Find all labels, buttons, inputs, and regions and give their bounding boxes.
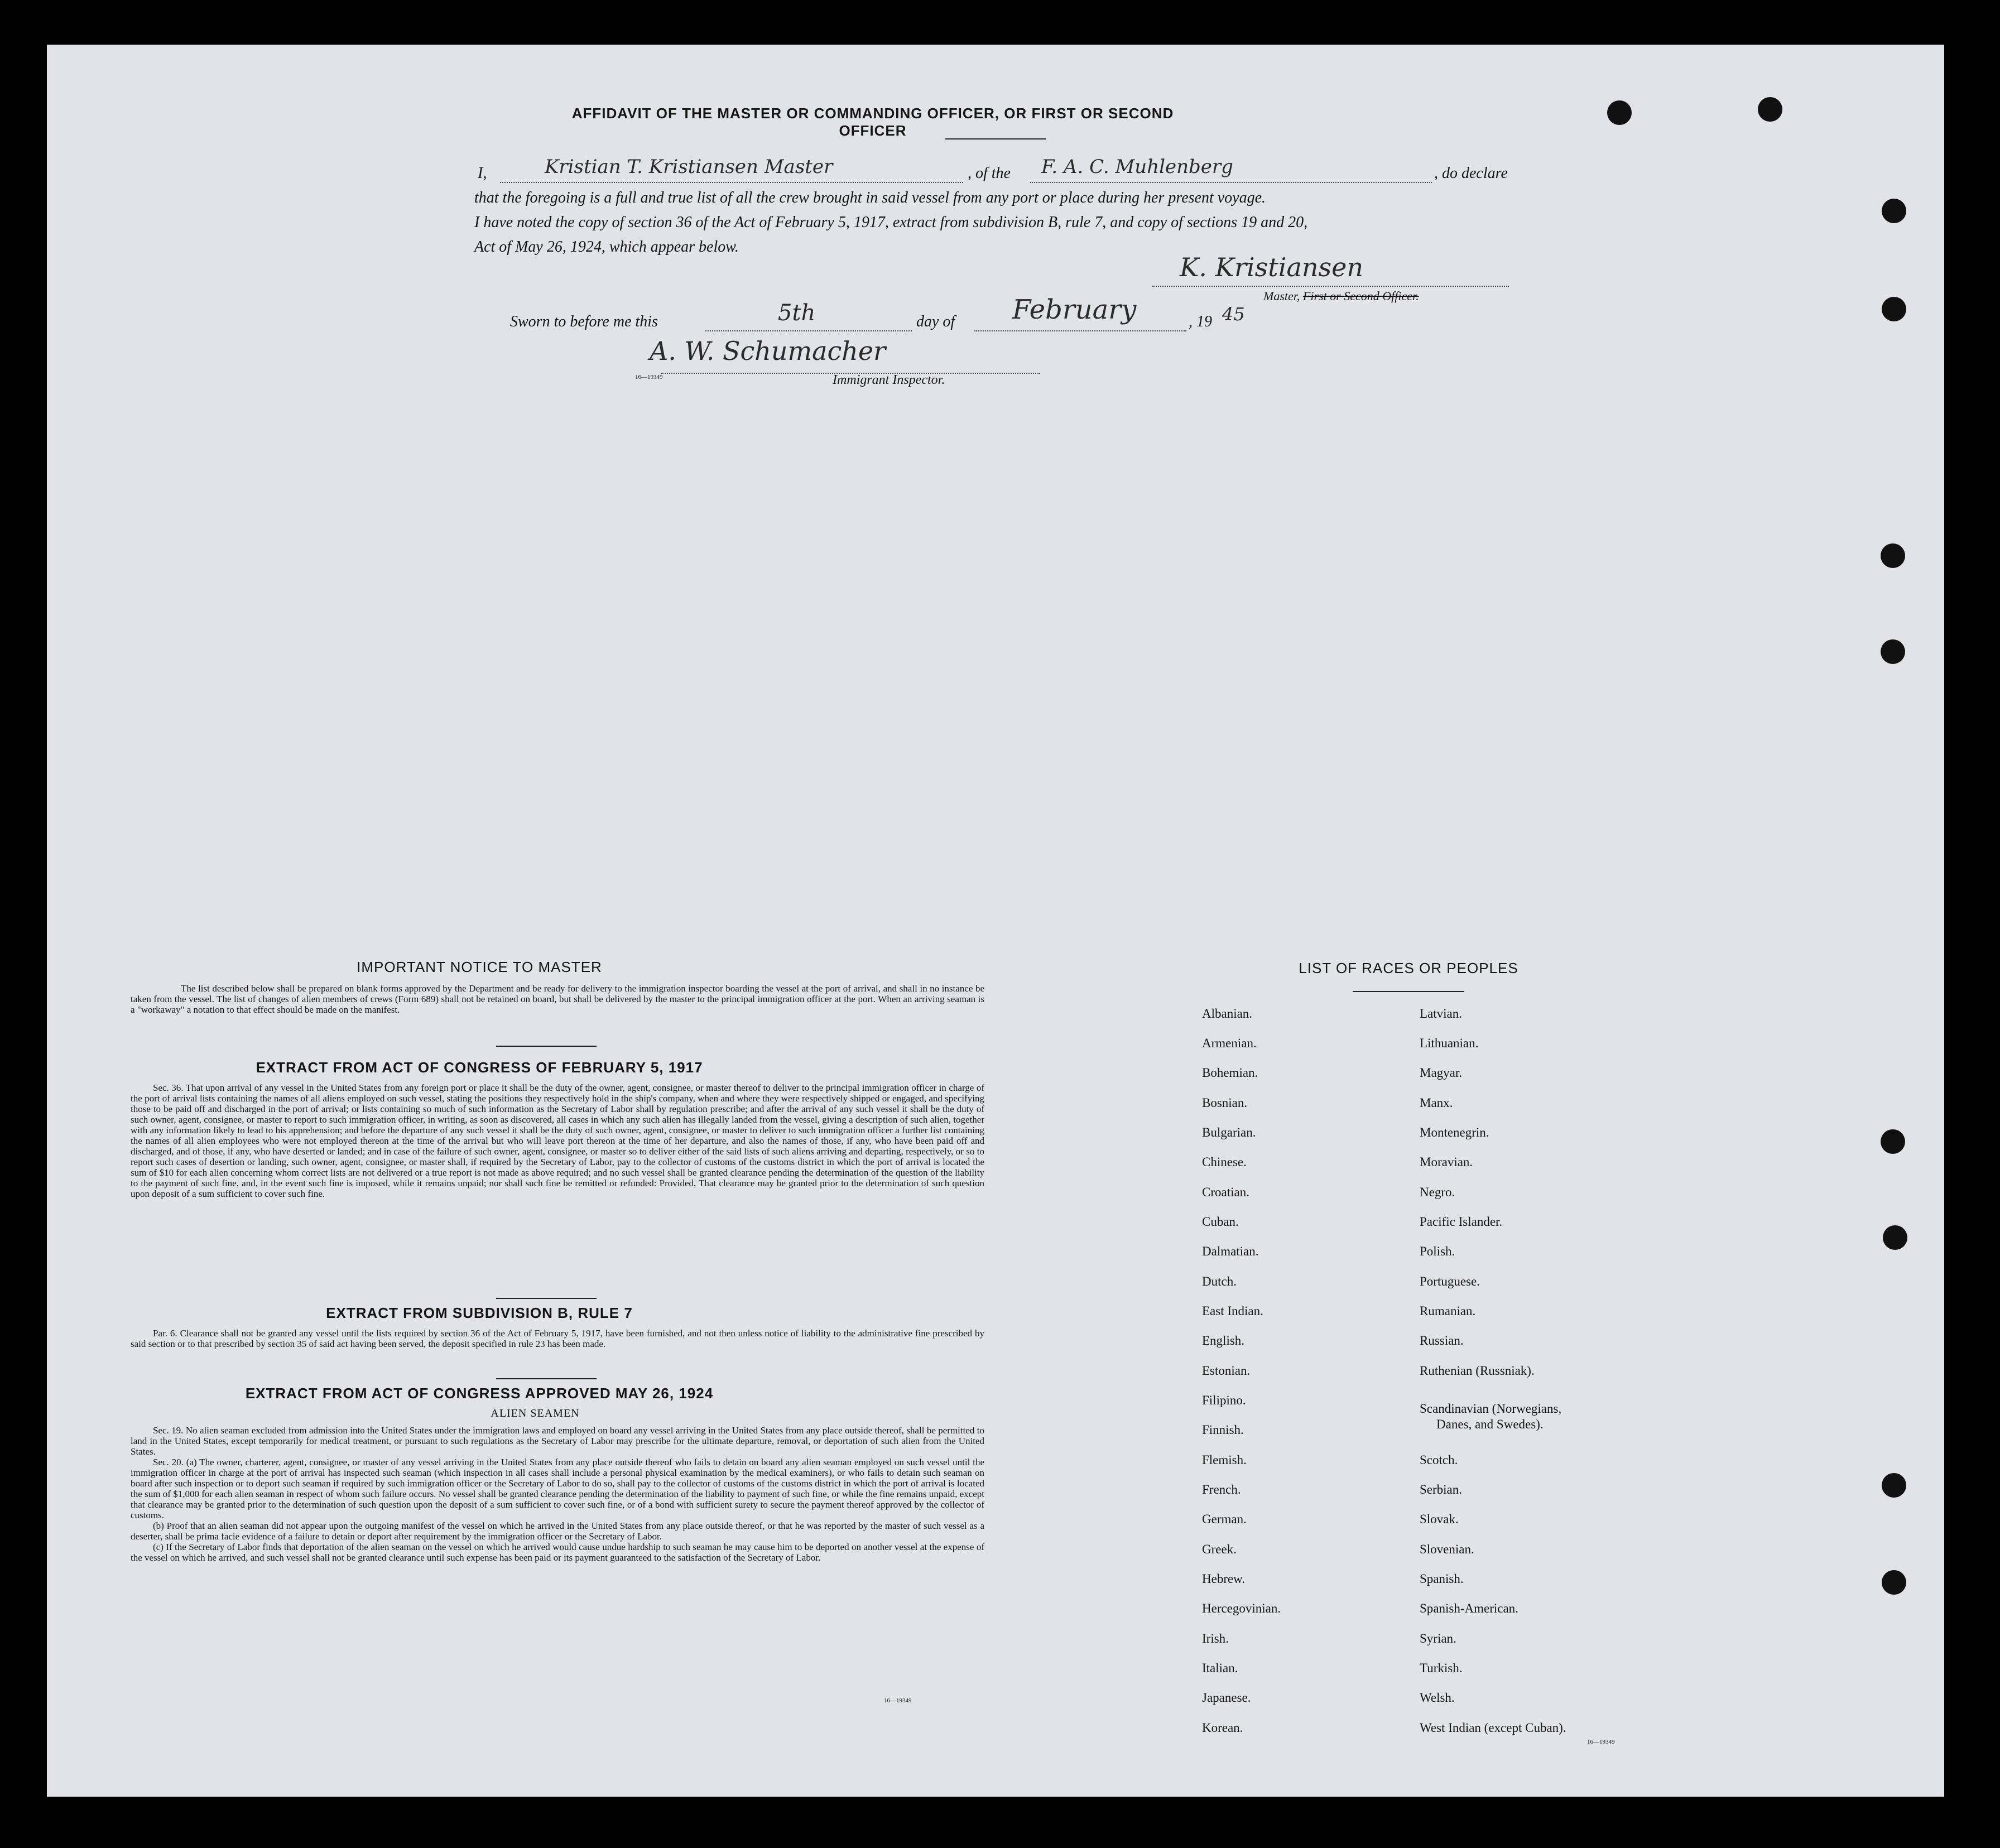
master-role-label: [1263, 289, 1419, 304]
race-item: Korean.: [1202, 1721, 1243, 1735]
punch-hole: [1882, 199, 1906, 223]
races-title: LIST OF RACES OR PEOPLES: [1299, 960, 1518, 976]
race-item: Croatian.: [1202, 1185, 1249, 1199]
extract-1917-text: Sec. 36. That upon arrival of any vessel in the United States from any foreign port or place it shall be the duty of the owner, agent, consignee, or master thereof to deliver to the principal immigration officer in charge of the port of arrival lists containing the names of all aliens employed on such vessel, stating the positions they respectively hold in the ship's company, when and where they were respectively shipped or engaged, and specifying those to be paid off and discharged in the port of arrival; or lists containing so much of such information as the Secretary of Labor shall by regulation prescribe; and after the arrival of any such vessel it shall be the duty of such owner, agent, consignee, or master to report to such immigration officer, in writing, as soon as discovered, all cases in which any such alien has illegally landed from the vessel, giving a description of such alien, together with any information likely to lead to his apprehension; and before the departure of any such vessel it shall be the duty of such owner, agent, consignee, or master to deliver to such immigration officer a further list containing the names of all alien employees who were not employed thereon at the time of the arrival but who will leave port thereon at the time of her departure, and also the names of those, if any, who have been paid off and discharged, and of those, if any, who have deserted or landed; and in case of the failure of such owner, agent, consignee, or master so to deliver either of the said lists of such aliens arriving and departing, respectively, or so to report such cases of desertion or landing, such owner, agent, consignee, or master shall, if required by the Secretary of Labor, pay to the collector of customs of the customs district in which the port of arrival is located the sum of $10 for each alien concerning whom correct lists are not delivered or a true report is not made as above required; and no such vessel shall be granted clearance pending the determination of the question of the liability to the payment of such fine, and, in the event such fine is imposed, while it remains unpaid; nor shall such fine be remitted or refunded: Provided, That clearance may be granted prior to the determination of such question upon deposit of a sum sufficient to cover such fine.: [131, 1082, 984, 1199]
sec20a-text: Sec. 20. (a) The owner, charterer, agent, consignee, or master of any vessel arriving in the United States from any place outside thereof who fails to detain on board any alien seaman employed on such vessel until the immigration officer in charge at the port of arrival has inspected such seaman (which inspection in all cases shall include a personal physical examination by the medical examiners), or who fails to detain such seaman on board after such inspection or to deport such seaman if required by such immigration officer or the Secretary of Labor to do so, shall pay to the collector of customs of the customs district in which the port of arrival is located the sum of $1,000 for each alien seaman in respect of whom such failure occurs. No vessel shall be granted clearance pending the determination of the liability to payment of such fine, or while the fine remains unpaid, except that clearance may be granted prior to the determination of such question upon the deposit of a sum sufficient to cover such fine, or of a bond with sufficient surety to secure the payment thereof approved by the collector of customs.: [131, 1457, 984, 1520]
extract-1924-subtitle: ALIEN SEAMEN: [491, 1407, 580, 1419]
notice-title: IMPORTANT NOTICE TO MASTER: [357, 959, 602, 975]
punch-hole: [1883, 1225, 1907, 1250]
affidavit-line1: [478, 156, 1571, 185]
race-item: Scandinavian (Norwegians,: [1420, 1402, 1562, 1416]
punch-hole: [1882, 1570, 1906, 1595]
form-number-races: 16—19349: [1587, 1739, 1615, 1745]
races-rule: [1353, 991, 1464, 992]
punch-hole: [1882, 1473, 1906, 1498]
race-item: Scotch.: [1420, 1453, 1458, 1467]
race-item: French.: [1202, 1483, 1241, 1496]
race-item: Filipino.: [1202, 1393, 1246, 1407]
race-item: Flemish.: [1202, 1453, 1247, 1467]
race-item: Spanish-American.: [1420, 1601, 1518, 1615]
sworn-month-handwriting: February: [1012, 294, 1137, 325]
form-number-bottom: 16—19349: [884, 1697, 912, 1704]
notice-rule: [496, 1046, 597, 1047]
race-item: Slovenian.: [1420, 1542, 1474, 1556]
race-item: Chinese.: [1202, 1155, 1247, 1169]
day-of-label: day of: [916, 313, 955, 330]
punch-hole: [1881, 543, 1905, 568]
role-master: Master,: [1263, 289, 1300, 303]
race-item: West Indian (except Cuban).: [1420, 1721, 1566, 1735]
race-item: Welsh.: [1420, 1691, 1455, 1705]
vessel-name-handwriting: F. A. C. Muhlenberg: [1041, 156, 1233, 178]
sworn-day-handwriting: 5th: [778, 300, 816, 326]
sec19-text: Sec. 19. No alien seaman excluded from admission into the United States under the immigration laws and employed on board any vessel arriving in the United States from any place outside thereof, shall be permitted to land in the United States, except temporarily for medical treatment, or pursuant to such regulations as the Secretary of Labor may prescribe for the ultimate departure, removal, or deportation of such alien from the United States.: [131, 1425, 984, 1457]
role-struck: First or Second Officer.: [1302, 289, 1419, 303]
race-item: Polish.: [1420, 1244, 1455, 1258]
race-item: Bulgarian.: [1202, 1125, 1256, 1139]
race-item: Ruthenian (Russniak).: [1420, 1364, 1535, 1378]
race-item: Albanian.: [1202, 1007, 1253, 1021]
affidavit-line2: that the foregoing is a full and true list of all the crew brought in said vessel from any port or place during her present voyage.: [474, 189, 1266, 206]
inspector-signature: A. W. Schumacher: [650, 336, 886, 366]
extract-1917-rule: [496, 1298, 597, 1299]
race-item: Latvian.: [1420, 1007, 1462, 1021]
race-item: Slovak.: [1420, 1512, 1459, 1526]
extract-1917-title: EXTRACT FROM ACT OF CONGRESS OF FEBRUARY 5, 1917: [256, 1059, 703, 1076]
notice-text: The list described below shall be prepared on blank forms approved by the Department and be ready for delivery to the immigration inspector boarding the vessel at the port of arrival, and shall in no instance be taken from the vessel. The list of changes of alien members of crews (Form 689) shall not be retained on board, but shall be delivered by the master to the principal immigration officer at the port. When an arriving seaman is a "workaway" a notation to that effect should be made on the manifest.: [131, 983, 984, 1015]
punch-hole: [1881, 1129, 1905, 1154]
affidavit-line4: Act of May 26, 1924, which appear below.: [474, 238, 739, 256]
race-item: Finnish.: [1202, 1423, 1244, 1437]
race-item: Portuguese.: [1420, 1274, 1480, 1288]
master-signature-line: [1152, 285, 1509, 287]
form-number-top: 16—19349: [635, 374, 663, 381]
race-item: Italian.: [1202, 1661, 1238, 1675]
race-item: Hebrew.: [1202, 1572, 1246, 1586]
inspector-label: Immigrant Inspector.: [833, 373, 945, 387]
extract-rule7-text: Par. 6. Clearance shall not be granted any vessel until the lists required by section 36 of the Act of February 5, 1917, have been furnished, and not then unless notice of liability to the administrative fine prescribed by said section or to that prescribed by section 35 of said act having been served, the deposit specified in rule 23 has been made.: [131, 1328, 984, 1349]
of-the-label: , of the: [968, 165, 1011, 182]
extract-rule7-rule: [496, 1378, 597, 1379]
sec20c-text: (c) If the Secretary of Labor finds that deportation of the alien seaman on the vessel on which he arrived would cause undue hardship to such seaman he may cause him to be deported on another vessel at the expense of the vessel on which he arrived, and such vessel shall not be granted clearance until such expense has been paid or its payment guaranteed to the satisfaction of the Secretary of Labor.: [131, 1542, 984, 1563]
race-item: Irish.: [1202, 1632, 1229, 1645]
race-item: Syrian.: [1420, 1632, 1456, 1645]
race-item: Spanish.: [1420, 1572, 1464, 1586]
race-item: Serbian.: [1420, 1483, 1463, 1496]
punch-hole: [1607, 100, 1632, 125]
race-item: Pacific Islander.: [1420, 1215, 1503, 1229]
race-item: Bosnian.: [1202, 1096, 1248, 1110]
punch-hole: [1758, 97, 1782, 122]
sec20b-text: (b) Proof that an alien seaman did not appear upon the outgoing manifest of the vessel on which he arrived in the United States from any place outside thereof, or that he was reported by the master of such vessel as a deserter, shall be prima facie evidence of a failure to detain or deport after requirement by the immigration officer or the Secretary of Labor.: [131, 1520, 984, 1542]
race-item: Dalmatian.: [1202, 1244, 1259, 1258]
race-item: Moravian.: [1420, 1155, 1473, 1169]
extract-1924-body: [131, 1425, 984, 1563]
race-item: Rumanian.: [1420, 1304, 1476, 1318]
race-item: Turkish.: [1420, 1661, 1463, 1675]
race-item-continued: Danes, and Swedes).: [1436, 1417, 1544, 1431]
punch-hole: [1881, 639, 1905, 664]
race-item: East Indian.: [1202, 1304, 1263, 1318]
do-declare-label: , do declare: [1434, 165, 1508, 182]
year-prefix: , 19: [1189, 313, 1212, 330]
race-item: Dutch.: [1202, 1274, 1237, 1288]
race-item: Magyar.: [1420, 1066, 1463, 1080]
race-item: Russian.: [1420, 1334, 1464, 1348]
extract-1924-title: EXTRACT FROM ACT OF CONGRESS APPROVED MAY 26, 1924: [245, 1385, 714, 1402]
race-item: Negro.: [1420, 1185, 1455, 1199]
affidavit-line3: I have noted the copy of section 36 of the Act of February 5, 1917, extract from subdivision B, rule 7, and copy of sections 19 and 20,: [474, 214, 1308, 231]
master-name-handwriting: Kristian T. Kristiansen Master: [545, 156, 833, 178]
race-item: Estonian.: [1202, 1364, 1251, 1378]
punch-hole: [1882, 297, 1906, 321]
extract-rule7-title: EXTRACT FROM SUBDIVISION B, RULE 7: [326, 1305, 633, 1321]
race-item: Manx.: [1420, 1096, 1453, 1110]
race-item: Bohemian.: [1202, 1066, 1258, 1080]
race-item: Lithuanian.: [1420, 1036, 1479, 1050]
race-item: Greek.: [1202, 1542, 1237, 1556]
title-rule: [945, 138, 1046, 139]
intro-i: I,: [478, 165, 487, 182]
race-item: Hercegovinian.: [1202, 1601, 1281, 1615]
race-item: German.: [1202, 1512, 1247, 1526]
sworn-prefix: Sworn to before me this: [510, 313, 658, 330]
race-item: Cuban.: [1202, 1215, 1239, 1229]
race-item: English.: [1202, 1334, 1245, 1348]
year-handwriting: 45: [1222, 304, 1245, 325]
master-signature: K. Kristiansen: [1180, 252, 1363, 282]
affidavit-title: AFFIDAVIT OF THE MASTER OR COMMANDING OFFICER, OR FIRST OR SECOND OFFICER: [571, 105, 1174, 139]
race-item: Japanese.: [1202, 1691, 1251, 1705]
race-item: Armenian.: [1202, 1036, 1257, 1050]
race-item: Montenegrin.: [1420, 1125, 1489, 1139]
document-page: [47, 45, 1944, 1797]
